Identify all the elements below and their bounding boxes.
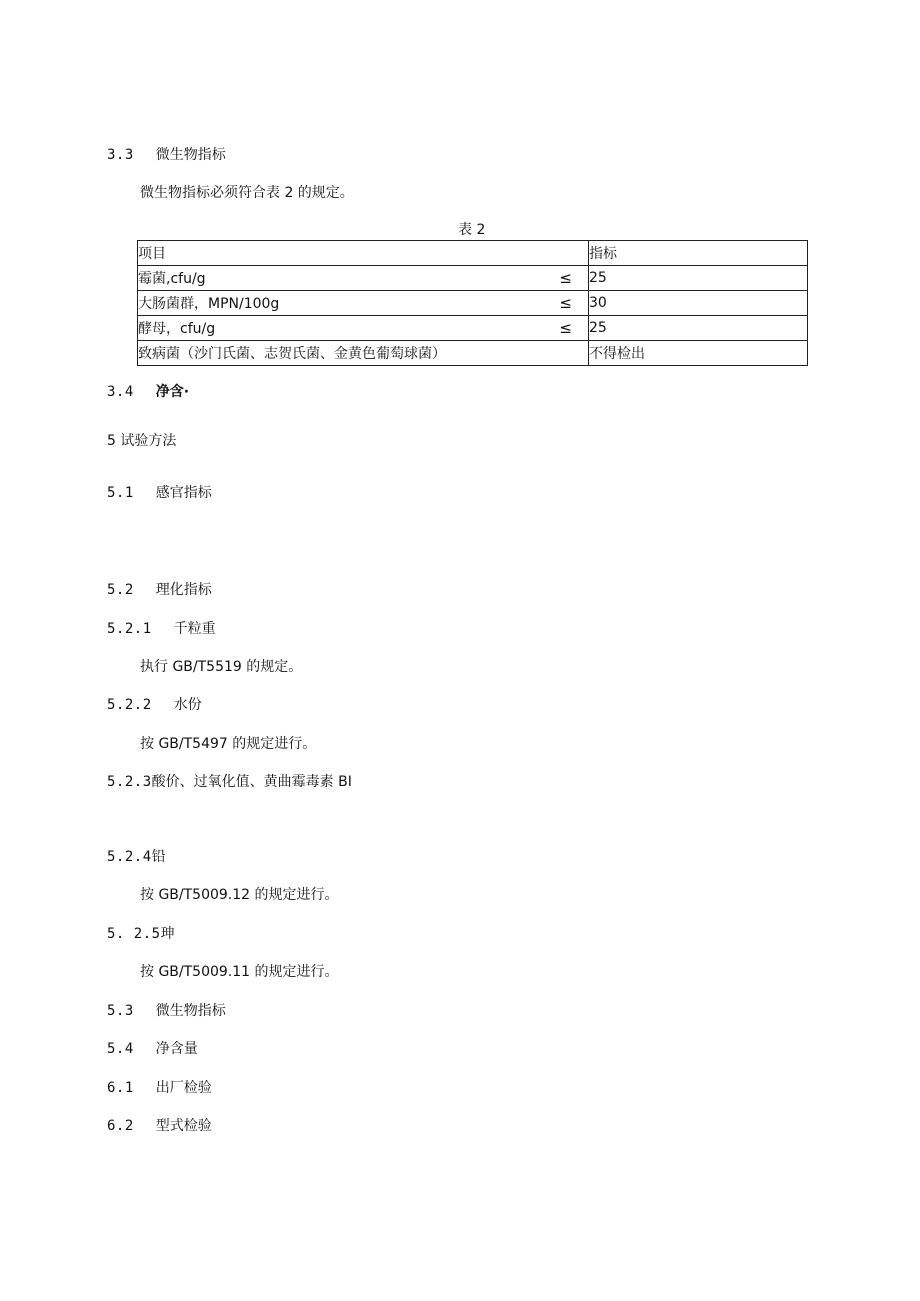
row-item-cell [138, 316, 589, 341]
less-equal-symbol: ≤ [559, 269, 572, 287]
heading-number: 5.1 [107, 485, 134, 501]
heading-number: 6.1 [107, 1080, 134, 1096]
row-value: 不得检出 [589, 341, 808, 366]
heading-5-2-2 [107, 696, 202, 714]
heading-3-3 [107, 146, 226, 164]
heading-title: 净含量 [155, 1041, 198, 1057]
heading-title: 感官指标 [155, 485, 212, 501]
row-item: 霉菌,cfu/g [138, 271, 206, 287]
heading-title: 铅 [151, 849, 166, 865]
table-row [138, 341, 808, 366]
heading-title: 千粒重 [173, 621, 216, 637]
heading-5-2-4 [107, 848, 166, 866]
header-value: 指标 [589, 241, 808, 266]
heading-number: 5. 2.5 [107, 926, 161, 942]
paragraph-5-2-2: 按 GB/T5497 的规定进行。 [140, 736, 317, 752]
heading-5: 5 试验方法 [107, 433, 177, 449]
heading-5-3 [107, 1002, 226, 1020]
heading-title: 出厂检验 [155, 1080, 212, 1096]
heading-number: 5.2 [107, 582, 134, 598]
microbial-spec-table [137, 240, 808, 366]
less-equal-symbol: ≤ [559, 294, 572, 312]
table-caption: 表 2 [458, 222, 486, 238]
heading-title: 水份 [173, 697, 202, 713]
heading-title: 理化指标 [155, 582, 212, 598]
heading-title: 酸价、过氧化值、黄曲霉毒素 BI [151, 774, 352, 790]
row-item: 酵母，cfu/g [138, 321, 216, 337]
row-item-cell [138, 266, 589, 291]
heading-title: 微生物指标 [155, 147, 226, 163]
paragraph-5-2-5: 按 GB/T5009.11 的规定进行。 [140, 964, 339, 980]
row-value: 25 [589, 316, 808, 341]
heading-number: 5.2.1 [107, 621, 152, 637]
heading-number: 5.2.2 [107, 697, 152, 713]
heading-title: 微生物指标 [155, 1003, 226, 1019]
heading-title: 净含· [155, 384, 190, 400]
table-row [138, 316, 808, 341]
heading-3-4 [107, 383, 189, 401]
table-row [138, 266, 808, 291]
row-item: 大肠菌群，MPN/100g [138, 296, 280, 312]
heading-number: 5.2.3 [107, 774, 152, 790]
heading-5-2-5 [107, 925, 175, 943]
row-value: 30 [589, 291, 808, 316]
intro-paragraph: 微生物指标必须符合表 2 的规定。 [140, 185, 354, 201]
heading-number: 5.2.4 [107, 849, 152, 865]
row-value: 25 [589, 266, 808, 291]
row-item: 致病菌（沙门氏菌、志贺氏菌、金黄色葡萄球菌） [138, 346, 446, 362]
heading-title: 珅 [160, 926, 175, 942]
row-item-cell [138, 291, 589, 316]
table-row [138, 291, 808, 316]
heading-5-2-1 [107, 620, 216, 638]
paragraph-5-2-4: 按 GB/T5009.12 的规定进行。 [140, 887, 339, 903]
heading-6-2 [107, 1117, 212, 1135]
table-header-row [138, 241, 808, 266]
heading-5-2-3 [107, 773, 352, 791]
row-item-cell [138, 341, 589, 366]
header-item: 项目 [138, 241, 589, 266]
heading-number: 3.3 [107, 147, 134, 163]
heading-6-1 [107, 1079, 212, 1097]
paragraph-5-2-1: 执行 GB/T5519 的规定。 [140, 659, 303, 675]
less-equal-symbol: ≤ [559, 319, 572, 337]
heading-5-1 [107, 484, 212, 502]
heading-number: 6.2 [107, 1118, 134, 1134]
heading-number: 5.3 [107, 1003, 134, 1019]
heading-number: 3.4 [107, 384, 134, 400]
heading-number: 5.4 [107, 1041, 134, 1057]
heading-5-2 [107, 581, 212, 599]
heading-5-4 [107, 1040, 198, 1058]
heading-title: 型式检验 [155, 1118, 212, 1134]
